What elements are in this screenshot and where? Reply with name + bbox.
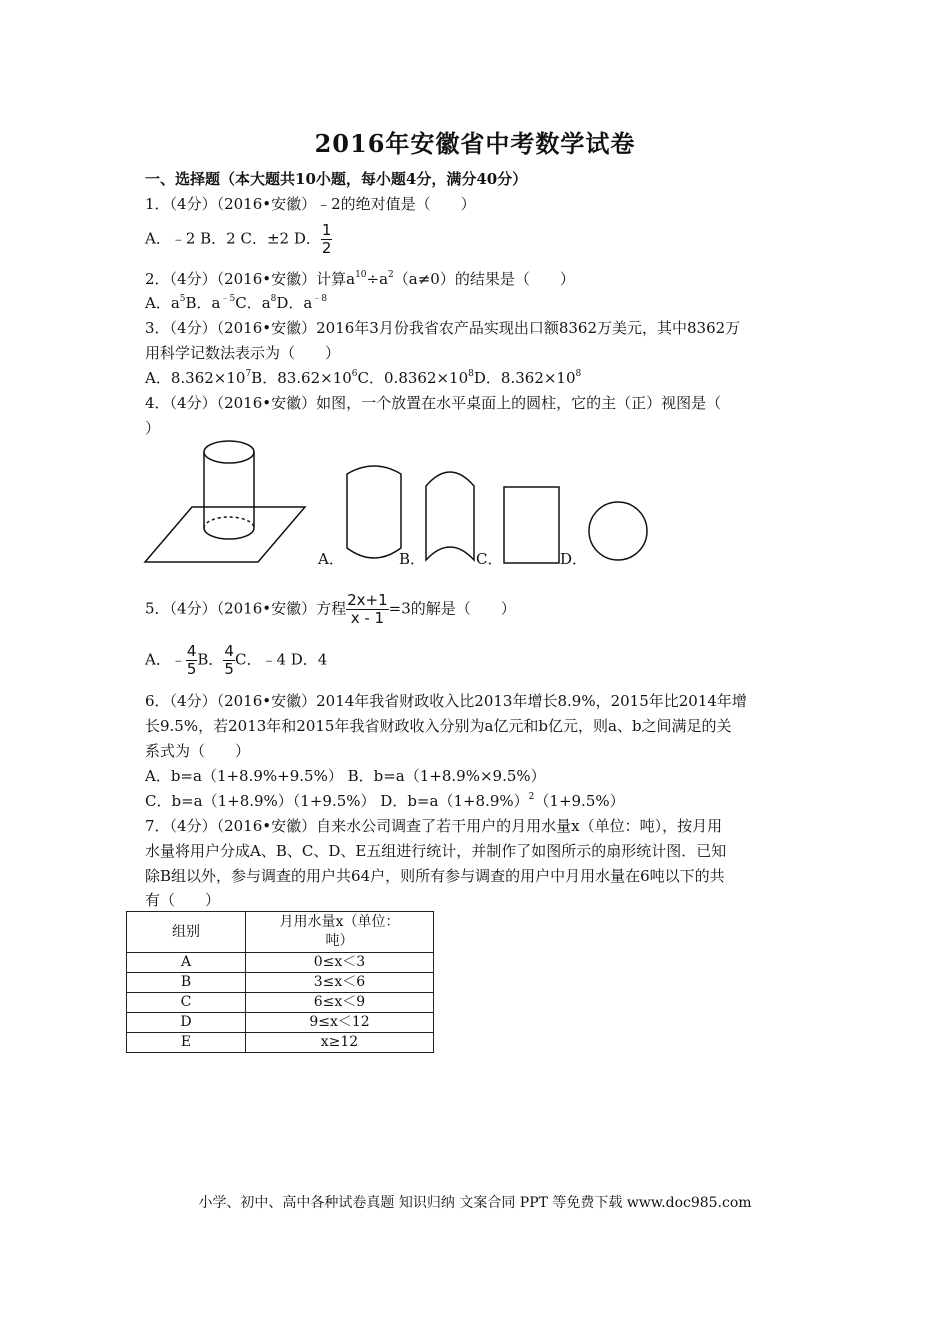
question-6-line-2: 长9.5%，若2013年和2015年我省财政收入分别为a亿元和b亿元，则a、b之间满足的关 — [145, 717, 732, 735]
question-5-options: A．﹣ $\frac{4}{5}$ B． $\frac{4}{5}$ C．﹣4 D．4 — [145, 642, 328, 678]
question-1-options-text: A．﹣2 B．2 C．±2 D． — [145, 229, 321, 248]
section-heading: 一、选择题（本大题共10小题，每小题4分，满分40分） — [145, 170, 528, 188]
option-a-figure — [347, 466, 401, 558]
option-d-figure — [589, 502, 647, 560]
page-title: 2016年安徽省中考数学试卷 — [314, 129, 636, 158]
question-7-line-1: 7．（4分）（2016•安徽）自来水公司调查了若干用户的月用水量x（单位：吨），按月用 — [145, 817, 723, 835]
table-row: B 3≤x＜6 — [127, 973, 434, 993]
cylinder-on-table-figure — [145, 441, 305, 562]
table-row: A 0≤x＜3 — [127, 953, 434, 973]
question-3-line-1: 3．（4分）（2016•安徽）2016年3月份我省农产品实现出口额8362万美元，其中8362万 — [145, 319, 741, 337]
question-5-option-b-fraction: $\frac{4}{5}$ — [224, 642, 234, 678]
question-5-option-a-fraction: $\frac{4}{5}$ — [186, 642, 197, 678]
option-b-figure — [426, 472, 474, 560]
question-6-line-3: 系式为（ ） — [145, 742, 251, 760]
question-7-line-3: 除B组以外，参与调查的用户共64户，则所有参与调查的用户中月用水量在6吨以下的共 — [145, 867, 725, 885]
question-7-line-4: 有（ ） — [145, 891, 221, 909]
table-row: E x≥12 — [127, 1033, 434, 1053]
water-usage-table — [126, 911, 434, 1053]
question-5-stem: 5．（4分）（2016•安徽）方程 $\frac{2x+1}{x - 1}$ =3的解是（ ） — [145, 591, 516, 627]
question-5-equation-fraction: $\frac{2x+1}{x - 1}$ — [347, 591, 388, 627]
footer-text: 小学、初中、高中各种试卷真题 知识归纳 文案合同 PPT 等免费下载 www.doc985.com — [198, 1195, 752, 1211]
question-6-options-ab: A．b=a（1+8.9%+9.5%） B．b=a（1+8.9%×9.5%） — [145, 767, 546, 785]
question-6-options-cd: C．b=a（1+8.9%）（1+9.5%） D．$b=a(1+8.9\%)^2(1+9.5\%)$ — [145, 792, 625, 810]
question-3-line-2: 用科学记数法表示为（ ） — [145, 344, 341, 362]
option-d-label: D． — [560, 550, 588, 568]
option-a-label: A． — [318, 550, 344, 568]
question-1-stem: 1．（4分）（2016•安徽）﹣2的绝对值是（ ） — [145, 195, 476, 213]
table-header-row — [127, 912, 434, 953]
question-4-line-1: 4．（4分）（2016•安徽）如图，一个放置在水平桌面上的圆柱，它的主（正）视图是（ — [145, 394, 722, 412]
question-2-options: A．$a^5B$．$a^{﹣5}C$．$a^8D$．$a^{﹣8}$ — [145, 294, 328, 312]
table-row: C 6≤x＜9 — [127, 993, 434, 1013]
question-6-line-1: 6．（4分）（2016•安徽）2014年我省财政收入比2013年增长8.9%，2015年比2014年增 — [145, 692, 747, 710]
question-4-line-2: ） — [145, 419, 161, 437]
question-2-stem: 2．（4分）（2016•安徽）计算$a^{10}\div a^2(a\ne 0)$的结果是（ ） — [145, 270, 575, 288]
header-amount: 月用水量x（单位： 吨） — [246, 912, 434, 953]
option-b-label: B． — [399, 550, 426, 568]
question-7-line-2: 水量将用户分成A、B、C、D、E五组进行统计，并制作了如图所示的扇形统计图．已知 — [145, 842, 727, 860]
question-1-option-d-fraction: $\frac{1}{2}$ — [321, 221, 332, 257]
header-group: 组别 — [127, 912, 246, 953]
option-c-figure — [504, 487, 559, 563]
question-3-options: A．$8.362\times 10^7B$．$83.62\times 10^6C$．$0.8362\times 10^8D$．$8.362\times 10^8$ — [145, 369, 582, 387]
table-row: D 9≤x＜12 — [127, 1013, 434, 1033]
option-c-label: C． — [476, 550, 503, 568]
